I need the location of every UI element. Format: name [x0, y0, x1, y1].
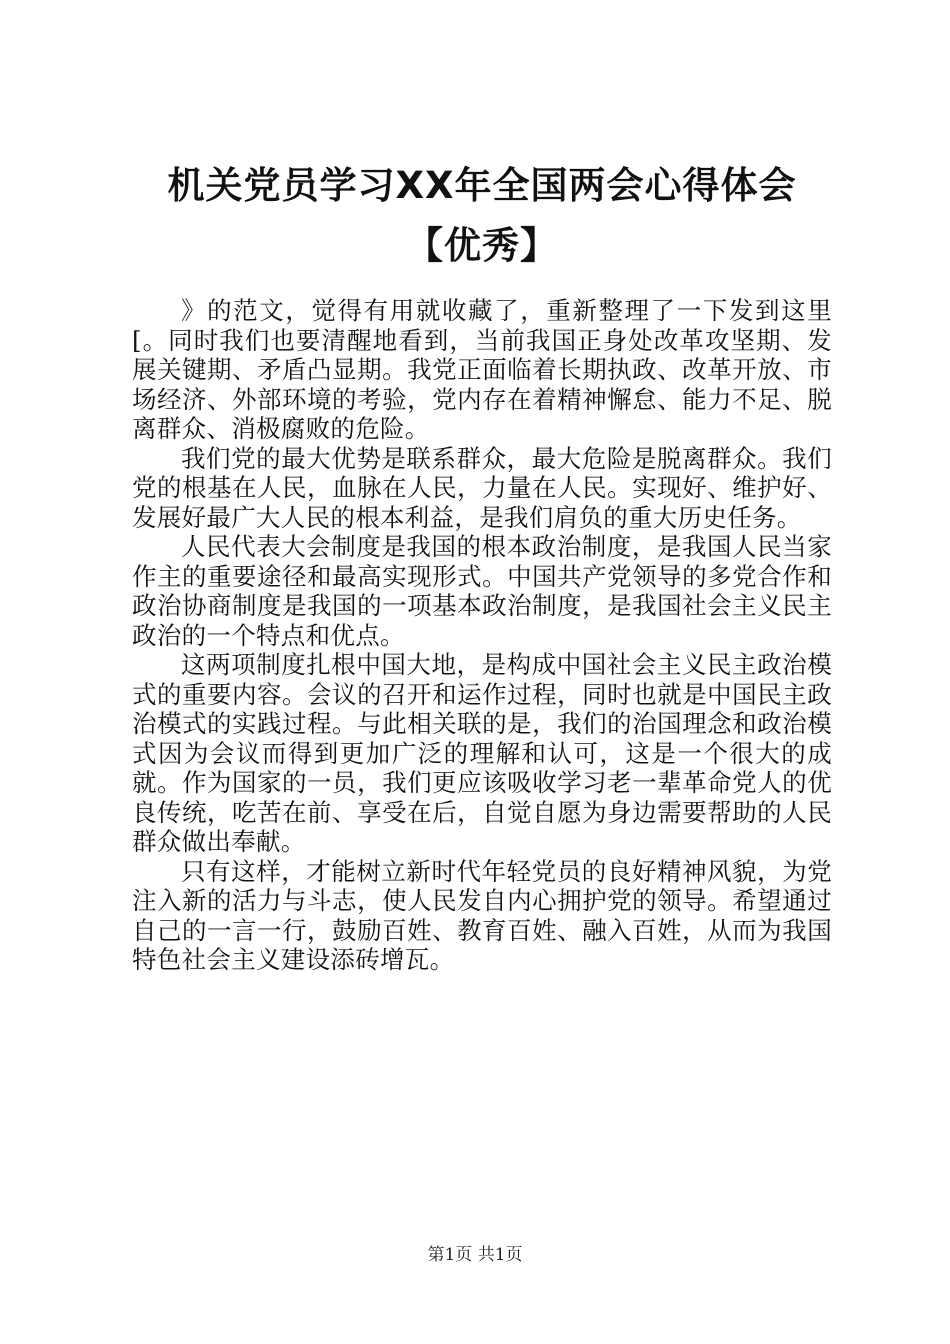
paragraph-5: 只有这样，才能树立新时代年轻党员的良好精神风貌，为党注入新的活力与斗志，使人民发自内心拥护党的领导。希望通过自己的一言一行，鼓励百姓、教育百姓、融入百姓，从而为我国特色社会主义建设添砖增瓦。: [132, 856, 832, 974]
page-footer: 第1页 共1页: [427, 1245, 523, 1265]
paragraph-2: 我们党的最大优势是联系群众，最大危险是脱离群众。我们党的根基在人民，血脉在人民，力量在人民。实现好、维护好、发展好最广大人民的根本利益，是我们肩负的重大历史任务。: [132, 443, 832, 532]
document-body: [132, 296, 832, 975]
paragraph-3: 人民代表大会制度是我国的根本政治制度，是我国人民当家作主的重要途径和最高实现形式。中国共产党领导的多党合作和政治协商制度是我国的一项基本政治制度，是我国社会主义民主政治的一个特点和优点。: [132, 532, 832, 650]
paragraph-4: 这两项制度扎根中国大地，是构成中国社会主义民主政治模式的重要内容。会议的召开和运作过程，同时也就是中国民主政治模式的实践过程。与此相关联的是，我们的治国理念和政治模式因为会议而得到更加广泛的理解和认可，这是一个很大的成就。作为国家的一员，我们更应该吸收学习老一辈革命党人的优良传统，吃苦在前、享受在后，自觉自愿为身边需要帮助的人民群众做出奉献。: [132, 650, 832, 856]
document-title: 机关党员学习XX年全国两会心得体会【优秀】: [167, 164, 797, 267]
paragraph-1: 》的范文，觉得有用就收藏了，重新整理了一下发到这里[。同时我们也要清醒地看到，当前我国正身处改革攻坚期、发展关键期、矛盾凸显期。我党正面临着长期执政、改革开放、市场经济、外部环境的考验，党内存在着精神懈怠、能力不足、脱离群众、消极腐败的危险。: [132, 296, 832, 443]
